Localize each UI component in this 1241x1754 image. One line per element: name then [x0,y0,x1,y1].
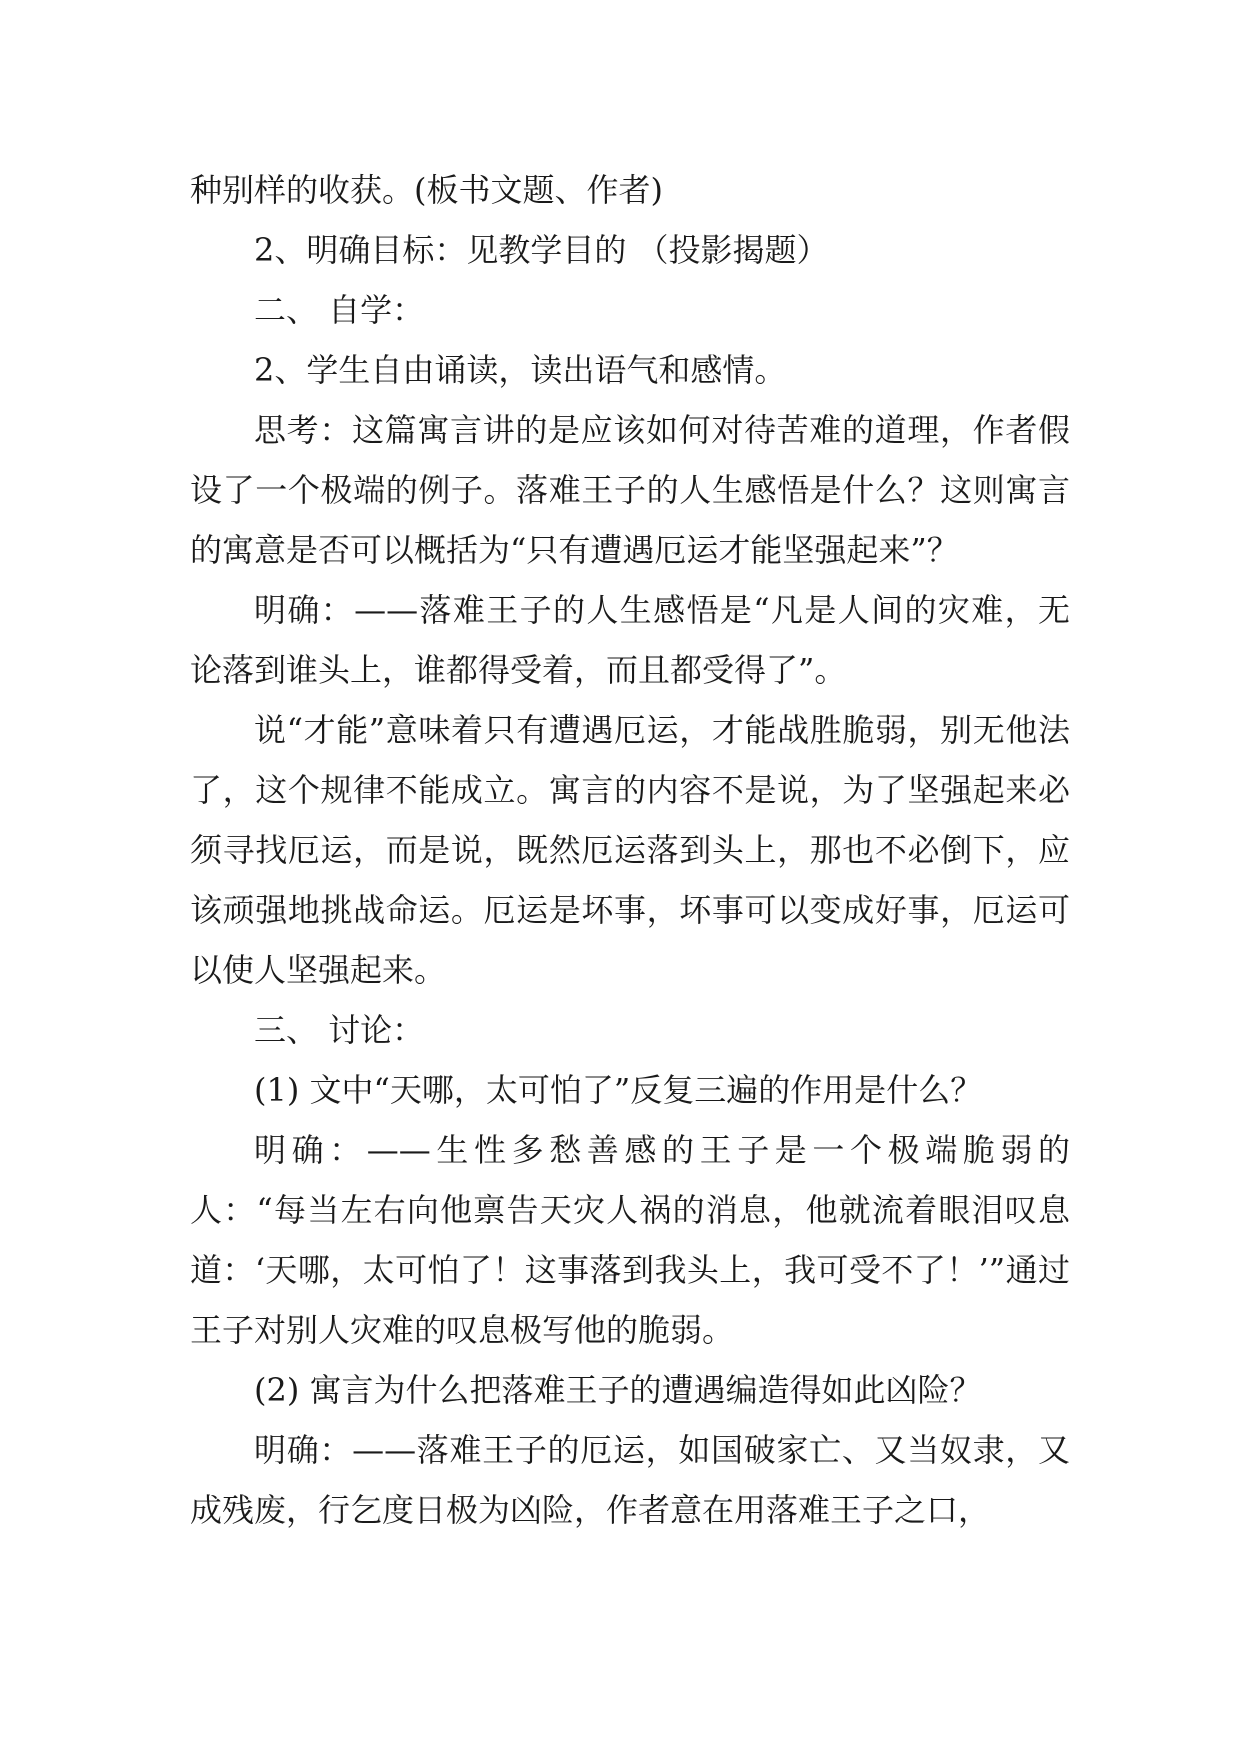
paragraph-objective: 2、明确目标：见教学目的 （投影揭题） [254,231,829,269]
document-body [190,160,1070,1540]
paragraph-free-reading: 2、学生自由诵读，读出语气和感情。 [254,351,787,389]
paragraph-explanation: 说“才能”意味着只有遭遇厄运，才能战胜脆弱，别无他法了，这个规律不能成立。寓言的内容不是说，为了坚强起来必须寻找厄运，而是说，既然厄运落到头上，那也不必倒下，应该顽强地挑战命运。厄运是坏事，坏事可以变成好事，厄运可以使人坚强起来。 [190,711,1070,989]
section-heading-discussion: 三、 讨论： [254,1011,425,1049]
paragraph-think-question: 思考：这篇寓言讲的是应该如何对待苦难的道理，作者假设了一个极端的例子。落难王子的人生感悟是什么？这则寓言的寓意是否可以概括为“只有遭遇厄运才能坚强起来”？ [190,411,1070,569]
answer-1: 明确：——生性多愁善感的王子是一个极端脆弱的人：“每当左右向他禀告天灾人祸的消息，他就流着眼泪叹息道：‘天哪，太可怕了！这事落到我头上，我可受不了！’”通过王子对别人灾难的叹息极写他的脆弱。 [190,1131,1070,1349]
paragraph-continuation: 种别样的收获。(板书文题、作者) [190,171,663,209]
question-2: (2) 寓言为什么把落难王子的遭遇编造得如此凶险？ [254,1371,982,1409]
paragraph-answer-1: 明确：——落难王子的人生感悟是“凡是人间的灾难，无论落到谁头上，谁都得受着，而且都受得了”。 [190,591,1070,689]
question-1: (1) 文中“天哪，太可怕了”反复三遍的作用是什么？ [254,1071,983,1109]
section-heading-self-study: 二、 自学： [254,291,425,329]
answer-2: 明确：——落难王子的厄运，如国破家亡、又当奴隶，又成残废，行乞度日极为凶险，作者意在用落难王子之口， [190,1431,1070,1529]
